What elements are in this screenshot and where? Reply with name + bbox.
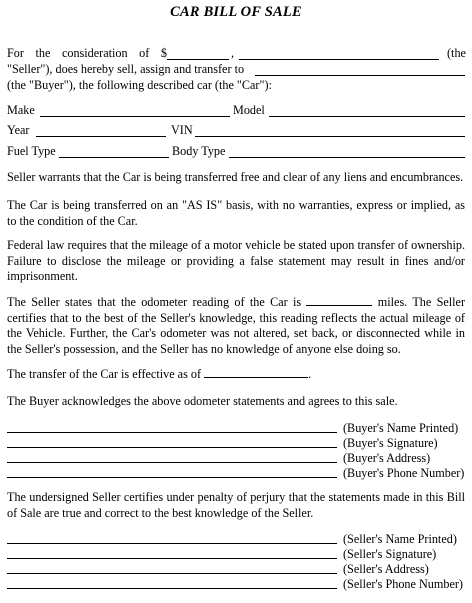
model-field[interactable] bbox=[269, 105, 465, 117]
effective-text-a: The transfer of the Car is effective as of bbox=[7, 367, 202, 381]
body-type-label: Body Type bbox=[172, 144, 226, 158]
seller-name-field[interactable] bbox=[239, 48, 439, 60]
buyer-name-label: (Buyer's Name Printed) bbox=[343, 421, 459, 435]
vin-label: VIN bbox=[171, 123, 193, 137]
buyer-address-label: (Buyer's Address) bbox=[343, 451, 431, 465]
seller-address-label: (Seller's Address) bbox=[343, 562, 429, 576]
effective-date-paragraph bbox=[7, 366, 465, 383]
buyer-ack-paragraph: The Buyer acknowledges the above odometer statements and agrees to this sale. bbox=[7, 394, 398, 408]
seller-phone-label: (Seller's Phone Number) bbox=[343, 577, 463, 591]
buyer-name-line[interactable] bbox=[7, 420, 337, 433]
federal-law-paragraph: Federal law requires that the mileage of a motor vehicle be stated upon transfer of ownership. Failure to disclose the mileage or providing a false statement may result in fines and/or imprisonment. bbox=[7, 238, 465, 283]
fuel-type-field[interactable] bbox=[59, 146, 169, 158]
odometer-text-a: The Seller states that the odometer reading of the Car is bbox=[7, 295, 302, 309]
year-label: Year bbox=[7, 123, 30, 137]
fuel-type-label: Fuel Type bbox=[7, 144, 56, 158]
make-label: Make bbox=[7, 103, 35, 117]
seller-name-line[interactable] bbox=[7, 531, 337, 544]
vin-field[interactable] bbox=[195, 125, 465, 137]
model-label: Model bbox=[233, 103, 265, 117]
fuel-body-row bbox=[7, 144, 465, 160]
seller-sell-text: "Seller"), does hereby sell, assign and transfer to bbox=[7, 62, 245, 76]
make-model-row bbox=[7, 103, 465, 119]
odometer-reading-field[interactable] bbox=[306, 294, 372, 306]
warranty-paragraph: Seller warrants that the Car is being transferred free and clear of any liens and encumbrances. bbox=[7, 170, 464, 184]
buyer-signature-block bbox=[7, 420, 465, 484]
seller-name-label: (Seller's Name Printed) bbox=[343, 532, 457, 546]
buyer-described-text: (the "Buyer"), the following described car (the "Car"): bbox=[7, 78, 272, 92]
consideration-amount-field[interactable] bbox=[167, 48, 229, 60]
effective-text-b: . bbox=[308, 367, 312, 381]
intro-paragraph bbox=[7, 46, 465, 94]
seller-certification-paragraph: The undersigned Seller certifies under penalty of perjury that the statements made in this Bill of Sale are true and correct to the best knowledge of the Seller. bbox=[7, 490, 465, 520]
body-type-field[interactable] bbox=[229, 146, 465, 158]
seller-signature-line[interactable] bbox=[7, 546, 337, 559]
seller-address-line[interactable] bbox=[7, 561, 337, 574]
year-vin-row bbox=[7, 123, 465, 139]
buyer-name-field[interactable] bbox=[255, 64, 465, 76]
buyer-signature-line[interactable] bbox=[7, 435, 337, 448]
year-field[interactable] bbox=[36, 125, 166, 137]
comma-text: , bbox=[231, 46, 235, 60]
make-field[interactable] bbox=[40, 105, 230, 117]
buyer-phone-label: (Buyer's Phone Number) bbox=[343, 466, 465, 480]
seller-phone-line[interactable] bbox=[7, 576, 337, 589]
odometer-paragraph bbox=[7, 294, 465, 357]
seller-signature-block bbox=[7, 531, 465, 595]
buyer-signature-label: (Buyer's Signature) bbox=[343, 436, 438, 450]
the-text: (the bbox=[447, 46, 466, 60]
odometer-text-b: miles. The Seller certifies that to the best of the Seller's knowledge, this reading reflects the actual mileage of the Vehicle. Further, the Car's odometer was not altered, set back, or disconnected while in the Seller's possession, and the Seller has no knowledge of anyone else doing so. bbox=[7, 295, 466, 356]
buyer-address-line[interactable] bbox=[7, 450, 337, 463]
as-is-paragraph: The Car is being transferred on an "AS IS" basis, with no warranties, express or implied, as to the condition of the Car. bbox=[7, 198, 465, 228]
consideration-label: For the consideration of $ bbox=[7, 46, 167, 60]
document-title: CAR BILL OF SALE bbox=[170, 4, 302, 20]
buyer-phone-line[interactable] bbox=[7, 465, 337, 478]
effective-date-field[interactable] bbox=[204, 366, 308, 378]
seller-signature-label: (Seller's Signature) bbox=[343, 547, 437, 561]
